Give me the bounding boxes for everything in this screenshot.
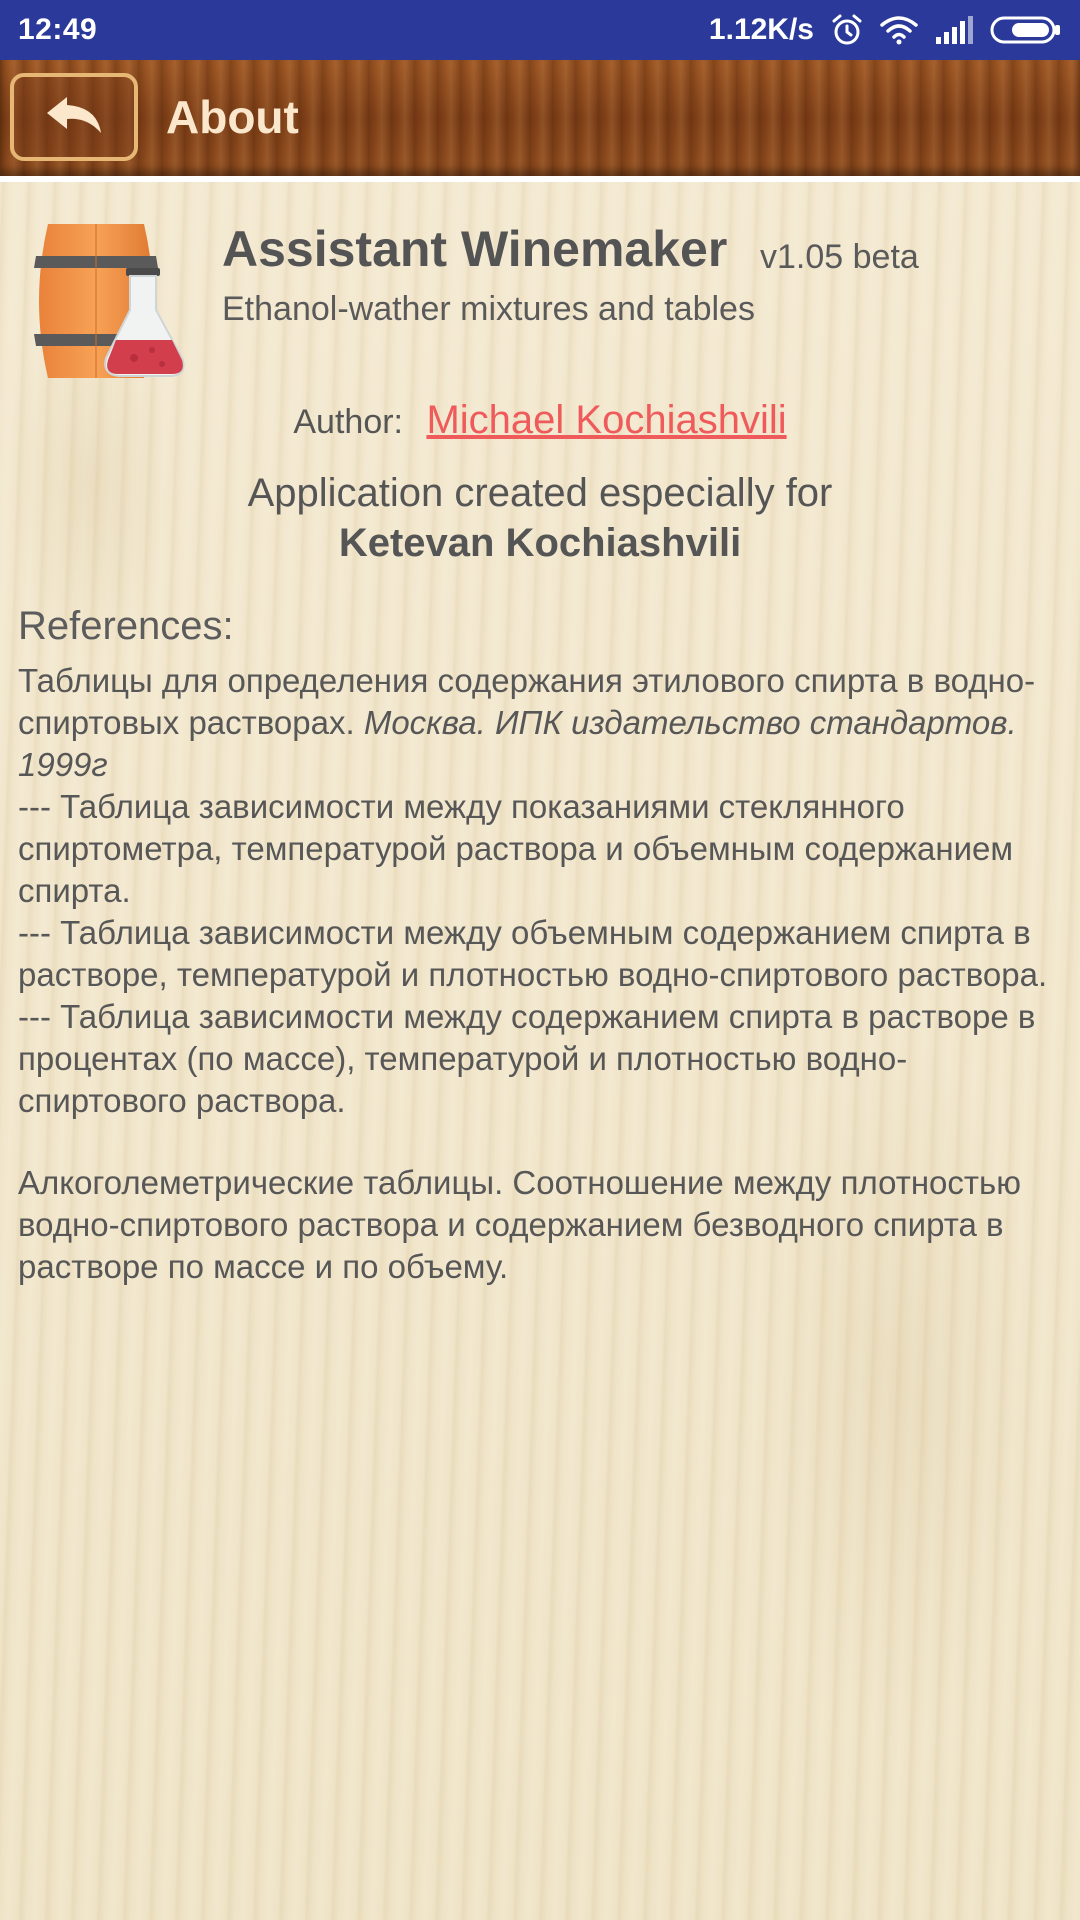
- reference-item: --- Таблица зависимости между объемным содержанием спирта в растворе, температурой и плотностью водно-спиртового раствора.: [18, 914, 1048, 993]
- back-button[interactable]: [10, 73, 138, 161]
- dedication-text: Application created especially for: [247, 471, 833, 515]
- signal-icon: [934, 15, 974, 45]
- battery-icon: [990, 15, 1062, 45]
- reference-item: --- Таблица зависимости между содержанием спирта в растворе в процентах (по массе), температурой и плотностью водно-спиртового раствора.: [18, 998, 1036, 1119]
- reference-source-2: Алкоголеметрические таблицы. Соотношение между плотностью водно-спиртового раствора и содержанием безводного спирта в растворе по массе и по объему.: [18, 1164, 1021, 1285]
- reference-source-1: [18, 660, 1058, 786]
- author-label: Author:: [293, 403, 403, 441]
- network-speed: 1.12K/s: [708, 13, 814, 46]
- references-body: [18, 660, 1058, 1288]
- toolbar-title: About: [166, 91, 299, 143]
- dedication-person: Ketevan Kochiashvili: [338, 521, 742, 565]
- author-row: [0, 398, 1080, 443]
- reference-source-1-title: Таблицы для определения содержания этилового спирта в водно-спиртовых растворах.: [18, 662, 1036, 741]
- about-content: [0, 182, 1080, 1920]
- toolbar: [0, 60, 1080, 176]
- app-name: Assistant Winemaker: [222, 221, 728, 277]
- author-link[interactable]: Michael Kochiashvili: [426, 398, 787, 442]
- back-arrow-icon: [43, 93, 105, 142]
- references-heading: References:: [18, 604, 234, 648]
- barrel-flask-icon: [26, 218, 192, 384]
- status-time: 12:49: [18, 13, 98, 46]
- alarm-icon: [830, 13, 864, 47]
- app-subtitle: Ethanol-wather mixtures and tables: [222, 290, 755, 328]
- dedication: [0, 468, 1080, 568]
- reference-source-1-publisher: Москва. ИПК издательство стандартов. 1999г: [18, 704, 1017, 783]
- status-icons: [709, 13, 1062, 47]
- wifi-icon: [880, 15, 918, 45]
- spacer: [18, 1122, 1058, 1162]
- reference-item: --- Таблица зависимости между показаниями стеклянного спиртометра, температурой раствора и объемным содержанием спирта.: [18, 788, 1014, 909]
- app-version: v1.05 beta: [760, 238, 919, 276]
- status-bar: [0, 0, 1080, 60]
